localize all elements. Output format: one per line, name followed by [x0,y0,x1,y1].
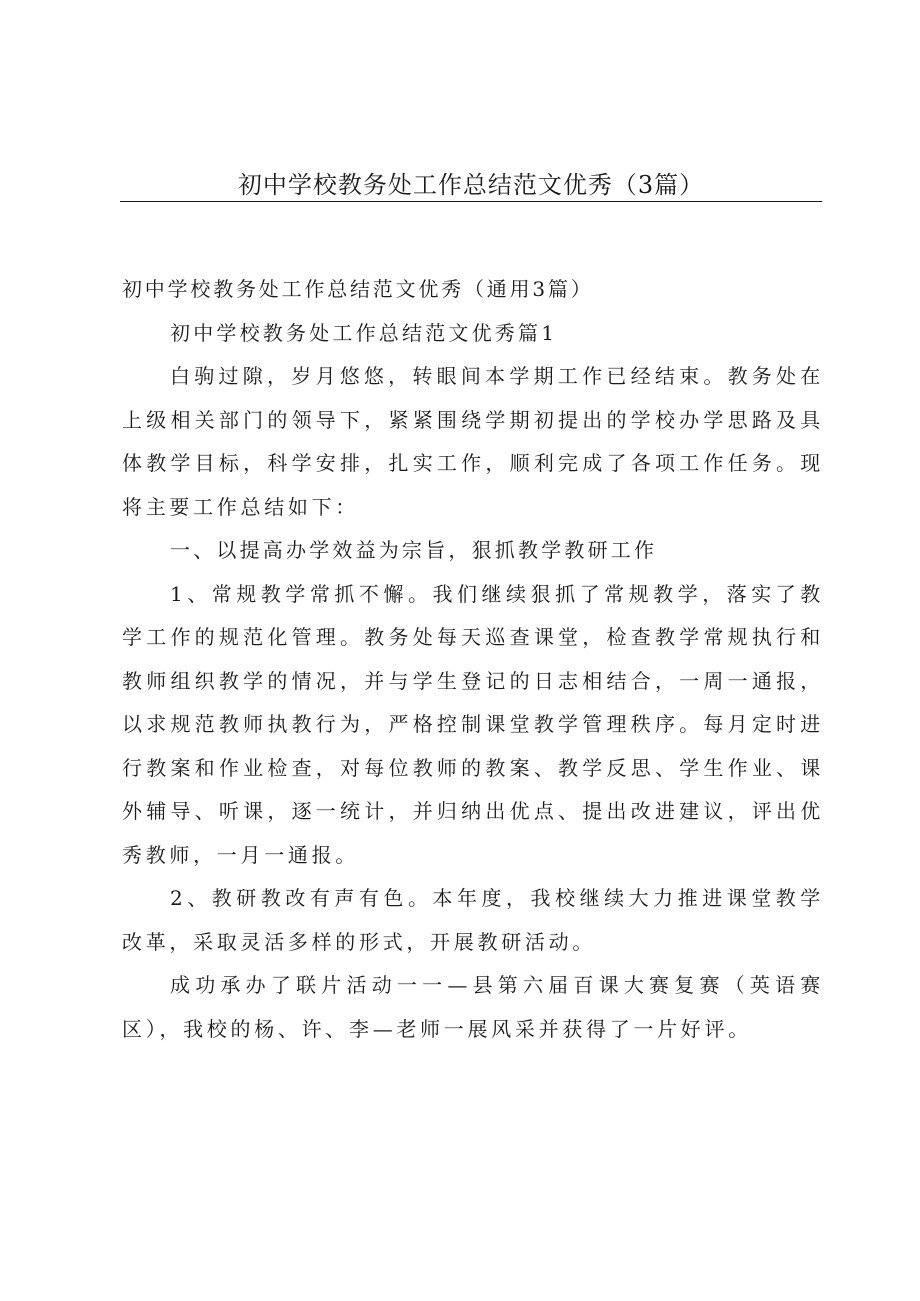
body-paragraph-joint-activity: 成功承办了联片活动一一—县第六届百课大赛复赛（英语赛区），我校的杨、许、李—老师一展风采并获得了一片好评。 [122,973,824,1041]
body-paragraph-teaching-research: 2、教研教改有声有色。本年度，我校继续大力推进课堂教学改革，采取灵活多样的形式，开展教研活动。 [122,886,824,954]
document-title: 初中学校教务处工作总结范文优秀（3篇） [237,171,705,199]
title-underline [120,201,822,202]
section-heading: 初中学校教务处工作总结范文优秀篇1 [170,320,558,345]
subsection-heading: 一、以提高办学效益为宗旨，狠抓教学教研工作 [170,538,658,562]
body-paragraph-routine-teaching: 1、常规教学常抓不懈。我们继续狠抓了常规教学，落实了教学工作的规范化管理。教务处每天巡查课堂，检查教学常规执行和教师组织教学的情况，并与学生登记的日志相结合，一周一通报，以求规范教师执教行为，严格控制课堂教学管理秩序。每月定时进行教案和作业检查，对每位教师的教案、教学反思、学生作业、课外辅导、听课，逐一统计，并归纳出优点、提出改进建议，评出优秀教师，一月一通报。 [122,581,824,867]
document-subtitle: 初中学校教务处工作总结范文优秀（通用3篇） [122,277,594,301]
intro-paragraph: 白驹过隙，岁月悠悠，转眼间本学期工作已经结束。教务处在上级相关部门的领导下，紧紧围绕学期初提出的学校办学思路及具体教学目标，科学安排，扎实工作，顺利完成了各项工作任务。现将主要工作总结如下： [122,364,824,519]
document-body [122,268,824,1051]
